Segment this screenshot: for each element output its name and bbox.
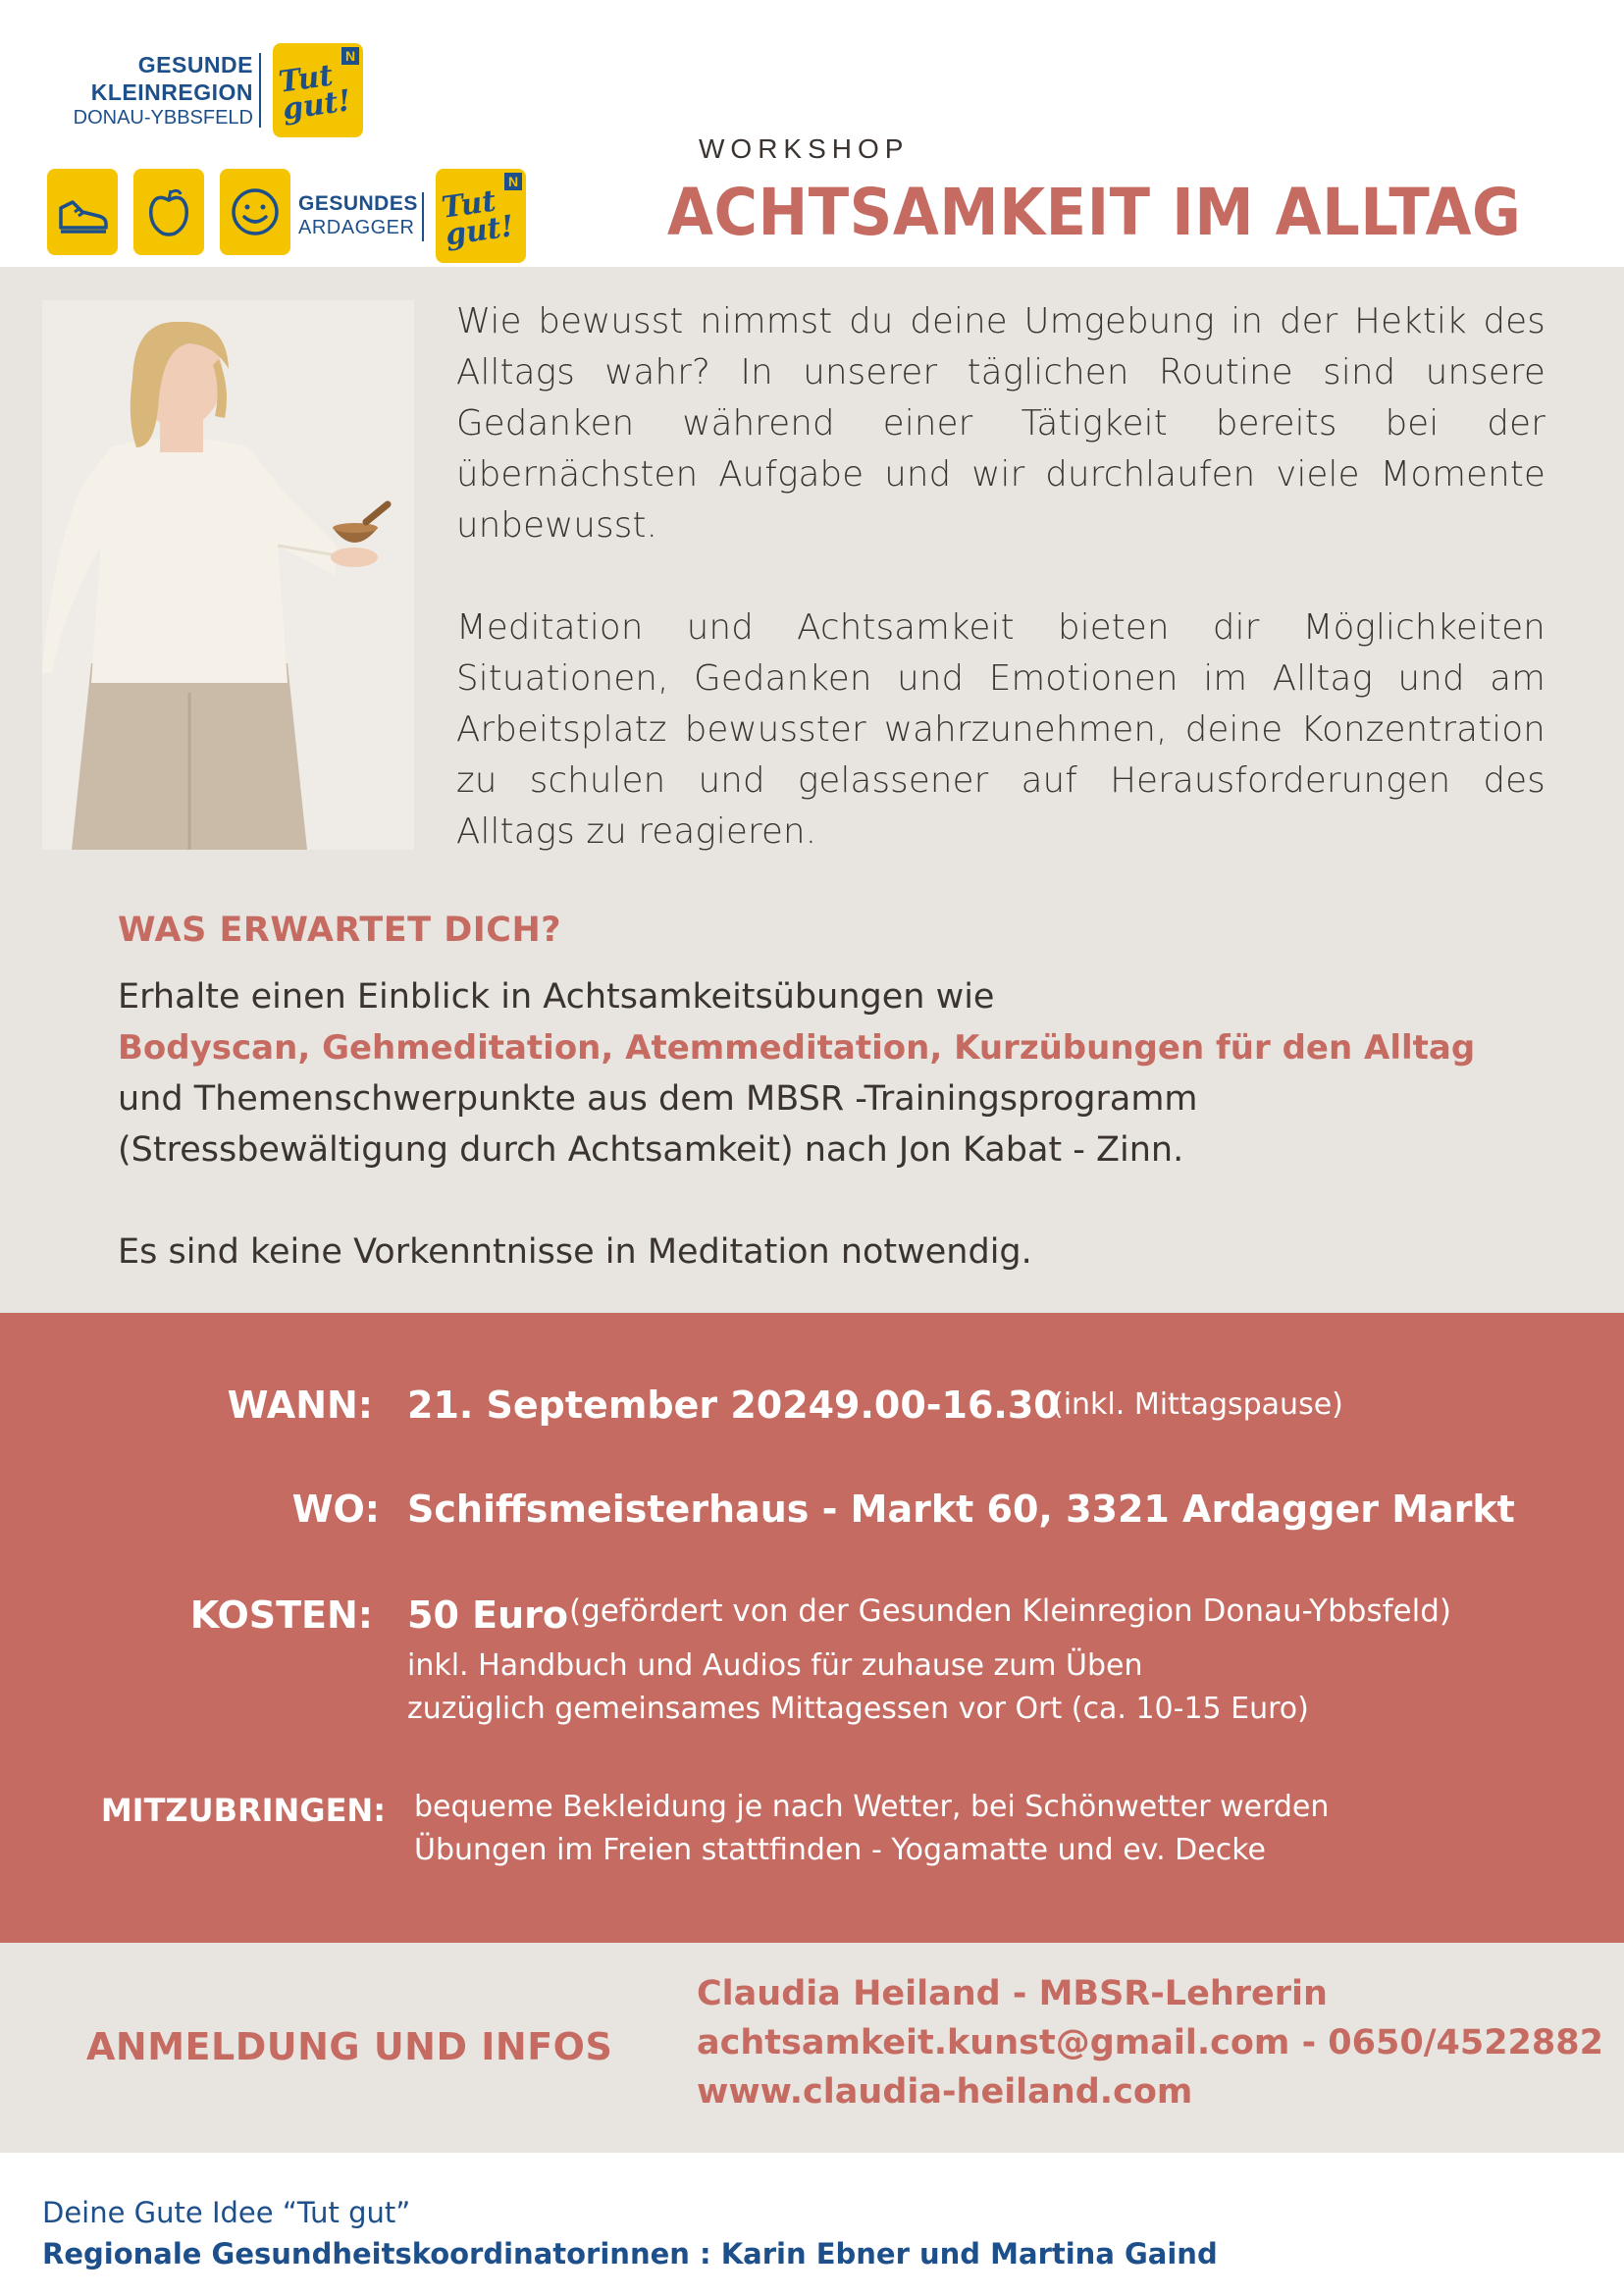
apple-icon	[133, 169, 204, 255]
badge-letter: N	[341, 47, 359, 65]
expectations-note: Es sind keine Vorkenntnisse in Meditation notwendig.	[118, 1232, 1032, 1272]
expectations-highlight: Bodyscan, Gehmeditation, Atemmeditation, Kurzübungen für den Alltag	[118, 1028, 1476, 1068]
logo2-divider	[422, 192, 424, 241]
expectations-heading: WAS ERWARTET DICH?	[118, 911, 562, 950]
footer-coordinators: Regionale Gesundheitskoordinatorinnen : Karin Ebner und Martina Gaind	[42, 2237, 1218, 2270]
when-label: WANN:	[227, 1383, 373, 1427]
expectations-line-1: Erhalte einen Einblick in Achtsamkeitsübungen wie	[118, 977, 995, 1017]
cost-includes: inkl. Handbuch und Audios für zuhause zum Üben	[407, 1648, 1143, 1683]
where-label: WO:	[291, 1487, 380, 1531]
logo-line-2: KLEINREGION	[90, 79, 253, 105]
tut-gut-badge	[273, 43, 363, 137]
smiley-icon	[220, 169, 290, 255]
logo-gesundes-ardagger	[298, 192, 418, 239]
logo-line-3: DONAU-YBBSFELD	[73, 107, 253, 129]
logo-line-1: GESUNDE	[137, 52, 253, 78]
shoe-icon	[47, 169, 118, 255]
registration-label: ANMELDUNG UND INFOS	[86, 2025, 613, 2068]
logo2-line-2: ARDAGGER	[298, 217, 415, 238]
page-title: ACHTSAMKEIT IM ALLTAG	[667, 175, 1522, 250]
expectations-line-3: (Stressbewältigung durch Achtsamkeit) nach Jon Kabat - Zinn.	[118, 1130, 1184, 1170]
cost-label: KOSTEN:	[189, 1593, 373, 1637]
footer-tagline: Deine Gute Idee “Tut gut”	[42, 2196, 411, 2229]
event-date: 21. September 2024	[407, 1383, 835, 1427]
bring-line-2: Übungen im Freien stattfinden - Yogamatte und ev. Decke	[414, 1833, 1266, 1867]
cost-value: 50 Euro	[407, 1593, 568, 1637]
instructor-photo	[42, 300, 414, 850]
logo-gesunde-kleinregion	[47, 39, 381, 143]
intro-paragraph-2: Meditation und Achtsamkeit bieten dir Möglichkeiten Situationen, Gedanken und Emotionen im Alltag und am Arbeitsplatz bewusster wahrzunehmen, deine Konzentration zu schulen und gelassener auf Herausforderungen des Alltags zu reagieren.	[456, 607, 1545, 852]
workshop-kicker: WORKSHOP	[699, 133, 910, 164]
cost-extra: zuzüglich gemeinsames Mittagessen vor Ort (ca. 10-15 Euro)	[407, 1692, 1309, 1726]
event-time-note: (inkl. Mittagspause)	[1052, 1387, 1343, 1422]
contact-email-phone[interactable]: achtsamkeit.kunst@gmail.com - 0650/4522882	[697, 2023, 1603, 2062]
event-time: 9.00-16.30	[834, 1383, 1060, 1427]
badge-letter-2: N	[504, 173, 522, 190]
intro-paragraph-1: Wie bewusst nimmst du deine Umgebung in der Hektik des Alltags wahr? In unserer täglichen Routine sind unsere Gedanken während einer Tätigkeit bereits bei der übernächsten Aufgabe und wir durchlaufen viele Momente unbewusst.	[456, 301, 1545, 546]
badge-text-2: Tut gut!	[439, 183, 516, 253]
logo2-line-1: GESUNDES	[298, 192, 418, 215]
contact-name: Claudia Heiland - MBSR-Lehrerin	[697, 1974, 1328, 2013]
tut-gut-badge-2	[436, 169, 526, 263]
logo-divider	[259, 53, 261, 128]
event-location: Schiffsmeisterhaus - Markt 60, 3321 Ardagger Markt	[407, 1487, 1515, 1531]
bring-label: MITZUBRINGEN:	[100, 1792, 386, 1829]
badge-text: Tut gut!	[276, 58, 353, 128]
logo-text	[74, 51, 253, 130]
cost-note: (gefördert von der Gesunden Kleinregion Donau-Ybbsfeld)	[569, 1593, 1451, 1629]
contact-website-link[interactable]: www.claudia-heiland.com	[697, 2072, 1193, 2112]
expectations-line-2: und Themenschwerpunkte aus dem MBSR -Trainingsprogramm	[118, 1079, 1198, 1119]
bring-line-1: bequeme Bekleidung je nach Wetter, bei Schönwetter werden	[414, 1790, 1330, 1824]
